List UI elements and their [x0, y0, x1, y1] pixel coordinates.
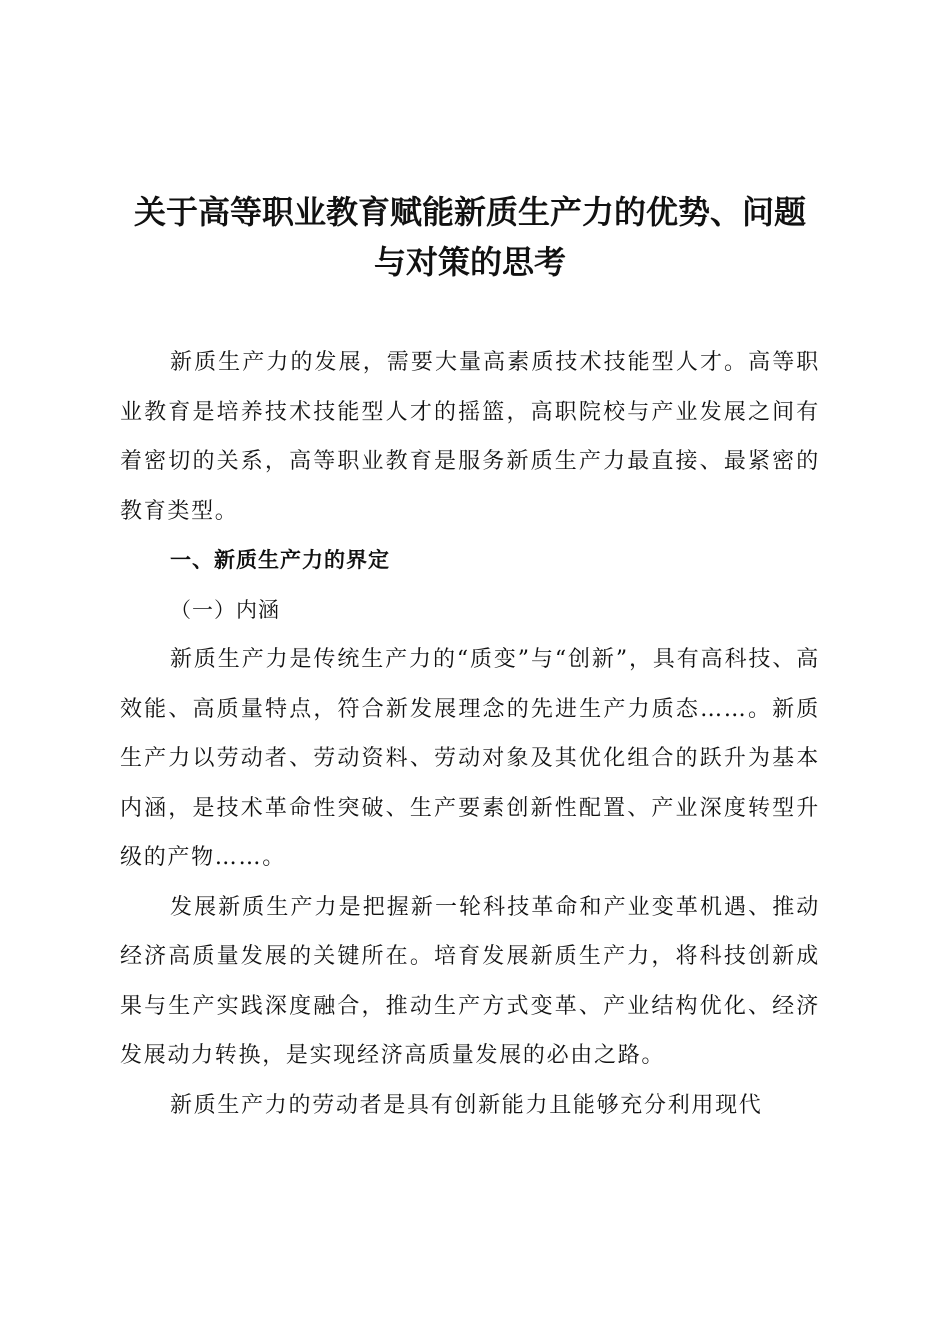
body-paragraph: 发展新质生产力是把握新一轮科技革命和产业变革机遇、推动经济高质量发展的关键所在。培育发展新质生产力，将科技创新成果与生产实践深度融合，推动生产方式变革、产业结构优化、经济发展动力转换，是实现经济高质量发展的必由之路。 [120, 894, 820, 1068]
intro-paragraph: 新质生产力的发展，需要大量高素质技术技能型人才。高等职业教育是培养技术技能型人才的摇篮，高职院校与产业发展之间有着密切的关系，高等职业教育是服务新质生产力最直接、最紧密的教育类型。 [120, 350, 820, 524]
subsection-heading: （一）内涵 [170, 597, 280, 622]
body-paragraph: 新质生产力的劳动者是具有创新能力且能够充分利用现代 [170, 1092, 763, 1118]
document-title: 关于高等职业教育赋能新质生产力的优势、问题与对策的思考 [133, 193, 806, 281]
section-heading: 一、新质生产力的界定 [170, 548, 390, 572]
document-body [120, 338, 820, 1130]
body-paragraph: 新质生产力是传统生产力的“质变”与“创新”，具有高科技、高效能、高质量特点，符合新发展理念的先进生产力质态……。新质生产力以劳动者、劳动资料、劳动对象及其优化组合的跃升为基本内涵，是技术革命性突破、生产要素创新性配置、产业深度转型升级的产物……。 [120, 647, 820, 870]
